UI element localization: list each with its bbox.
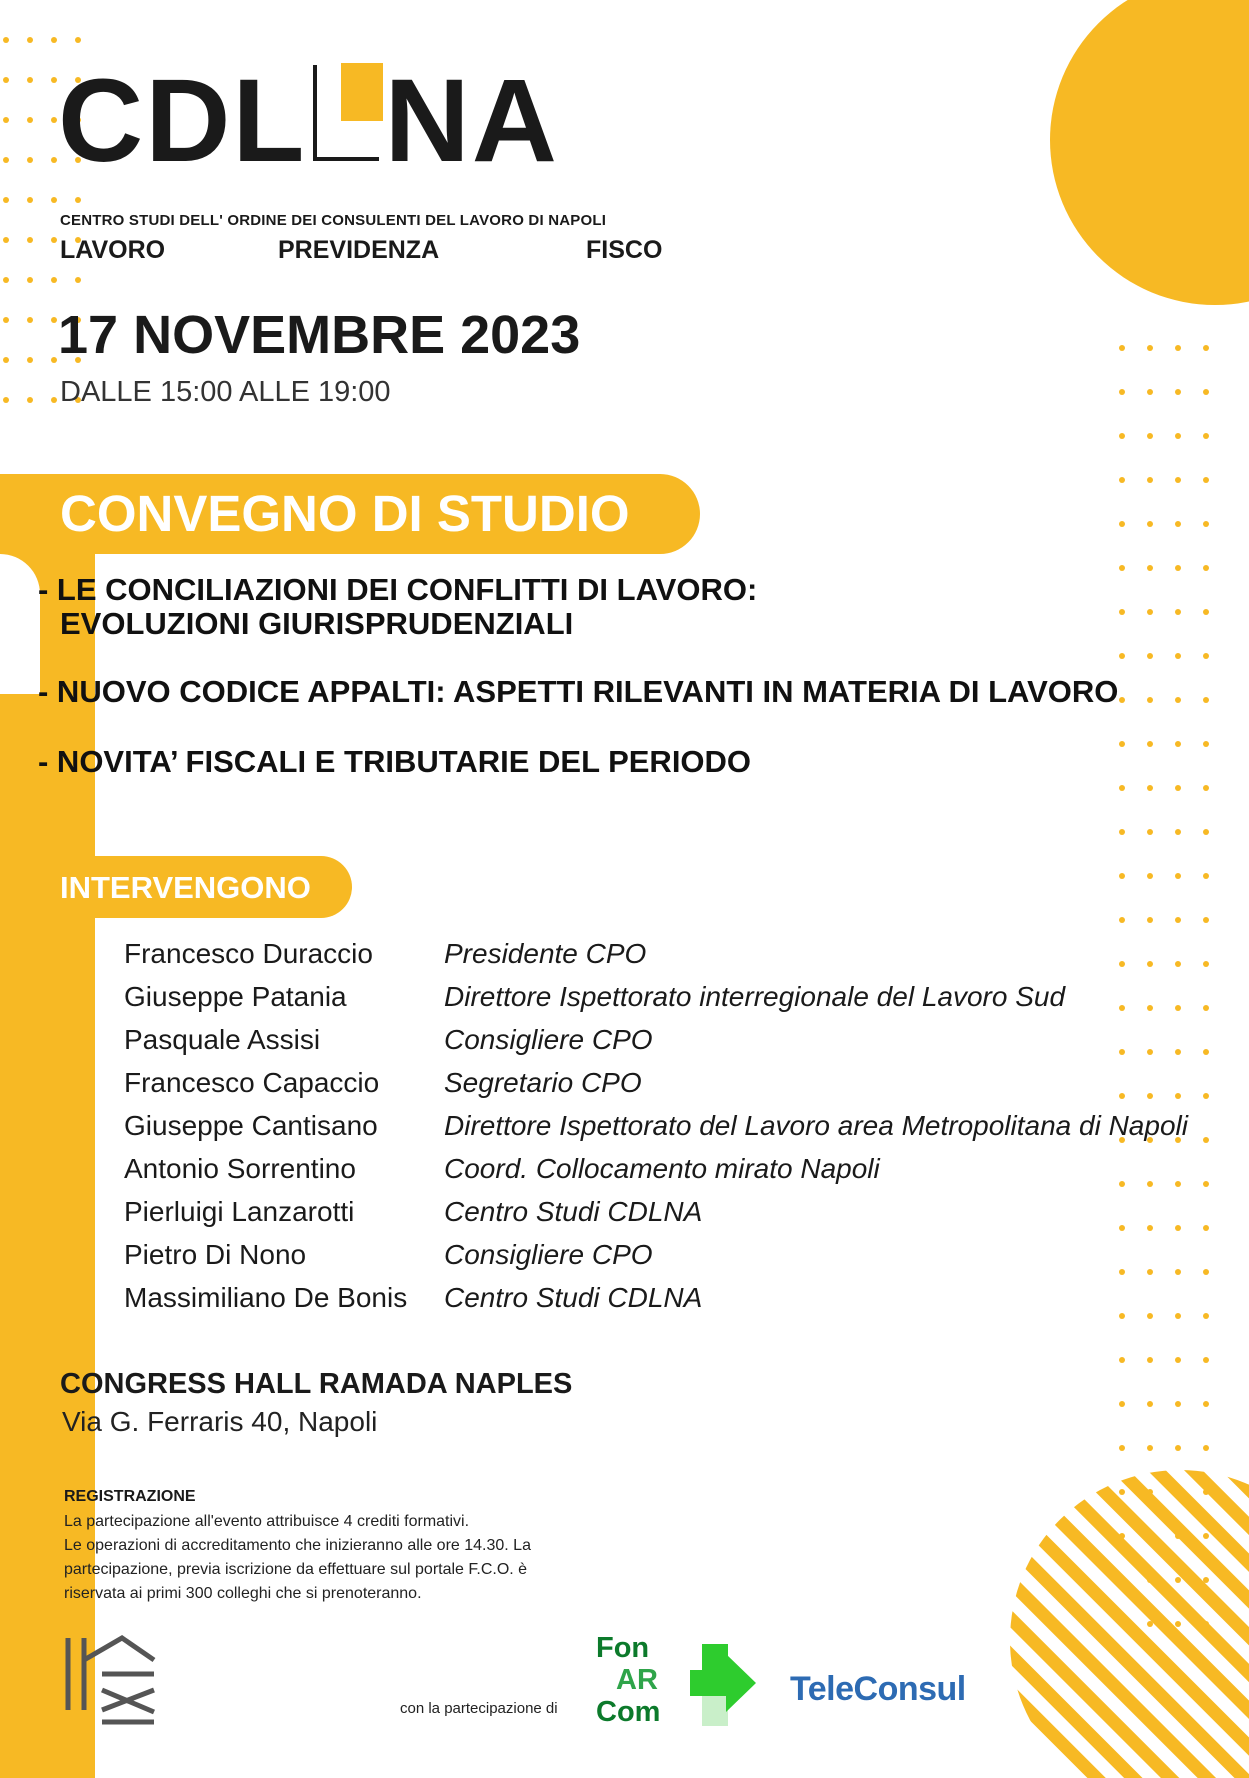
decorative-dot xyxy=(1119,829,1125,835)
decorative-dot xyxy=(1203,565,1209,571)
tag-lavoro: LAVORO xyxy=(60,236,166,264)
speaker-name: Giuseppe Patania xyxy=(124,981,347,1012)
decorative-dot xyxy=(1119,1181,1125,1187)
decorative-dot xyxy=(51,237,57,243)
decorative-dot xyxy=(1175,1005,1181,1011)
decorative-dot xyxy=(1175,433,1181,439)
decorative-dot xyxy=(51,77,57,83)
decorative-dot xyxy=(1203,653,1209,659)
decorative-dot xyxy=(27,317,33,323)
decorative-dot xyxy=(1175,785,1181,791)
logo-text-right: NA xyxy=(384,55,559,187)
decorative-dot xyxy=(3,237,9,243)
fonarcom-line-3: Com xyxy=(596,1696,661,1728)
speaker-name: Francesco Duraccio xyxy=(124,938,373,969)
decorative-dot xyxy=(1203,609,1209,615)
decorative-dot xyxy=(27,37,33,43)
decorative-dot xyxy=(1119,873,1125,879)
decorative-dot xyxy=(1203,873,1209,879)
decorative-dot xyxy=(1175,345,1181,351)
decorative-dot xyxy=(1119,653,1125,659)
decorative-dot xyxy=(3,277,9,283)
decorative-dot xyxy=(27,117,33,123)
speakers-heading: INTERVENGONO xyxy=(60,870,311,905)
logo-subtitle: CENTRO STUDI DELL' ORDINE DEI CONSULENTI DEL LAVORO DI NAPOLI xyxy=(60,212,607,229)
decorative-dot xyxy=(1119,1049,1125,1055)
decorative-dot xyxy=(1147,653,1153,659)
speaker-role: Segretario CPO xyxy=(444,1067,642,1098)
event-type: CONVEGNO DI STUDIO xyxy=(60,485,630,542)
decorative-dot xyxy=(3,317,9,323)
decorative-dot xyxy=(1119,565,1125,571)
sponsors-note: con la partecipazione di xyxy=(400,1700,558,1717)
speaker-name: Pietro Di Nono xyxy=(124,1239,307,1270)
decorative-dot xyxy=(1147,345,1153,351)
tag-fisco: FISCO xyxy=(586,236,663,264)
decorative-dot xyxy=(1147,917,1153,923)
decorative-dot xyxy=(1147,873,1153,879)
decorative-dot xyxy=(1203,1445,1209,1451)
decorative-dot xyxy=(1203,1269,1209,1275)
tag-previdenza: PREVIDENZA xyxy=(278,236,440,264)
fonarcom-line-1: Fon xyxy=(596,1632,650,1664)
decorative-dot xyxy=(1203,1401,1209,1407)
decorative-dot xyxy=(1119,785,1125,791)
decorative-dot xyxy=(1203,917,1209,923)
decorative-dot xyxy=(1147,389,1153,395)
cdlna-logo xyxy=(58,55,559,187)
decorative-dot xyxy=(75,197,81,203)
decorative-dot xyxy=(1175,389,1181,395)
decorative-dot xyxy=(1147,829,1153,835)
decorative-dot xyxy=(1119,1313,1125,1319)
decorative-dot xyxy=(1147,1445,1153,1451)
decorative-dot xyxy=(1147,1269,1153,1275)
decorative-dot xyxy=(1147,785,1153,791)
decorative-dot xyxy=(27,157,33,163)
decorative-dot xyxy=(1119,1225,1125,1231)
decorative-dot xyxy=(1203,389,1209,395)
decorative-dot xyxy=(1119,1445,1125,1451)
decorative-dot xyxy=(51,117,57,123)
decorative-dot xyxy=(1147,565,1153,571)
logo-text-left: CDL xyxy=(58,55,307,187)
speaker-role: Consigliere CPO xyxy=(444,1024,653,1055)
speaker-name: Antonio Sorrentino xyxy=(124,1153,356,1184)
decorative-dot xyxy=(1203,1049,1209,1055)
decorative-dot xyxy=(1119,609,1125,615)
decorative-dot xyxy=(1147,697,1153,703)
decorative-dot xyxy=(75,37,81,43)
decorative-dot xyxy=(3,117,9,123)
speaker-name: Pasquale Assisi xyxy=(124,1024,321,1055)
decorative-dot xyxy=(1119,1357,1125,1363)
decorative-dot xyxy=(27,277,33,283)
decorative-dot xyxy=(51,397,57,403)
decorative-dot xyxy=(1147,477,1153,483)
fonarcom-line-2: AR xyxy=(616,1664,658,1696)
decorative-dot xyxy=(1203,1137,1209,1143)
decorative-dot xyxy=(1175,1225,1181,1231)
decorative-dot xyxy=(1175,609,1181,615)
decorative-dot xyxy=(1175,873,1181,879)
registration-title: REGISTRAZIONE xyxy=(64,1488,196,1505)
decorative-dot xyxy=(1203,1181,1209,1187)
decorative-dot xyxy=(1203,1093,1209,1099)
decorative-dot xyxy=(51,157,57,163)
decorative-dot xyxy=(1203,785,1209,791)
decorative-dot xyxy=(1175,697,1181,703)
decorative-dot xyxy=(1119,917,1125,923)
decorative-dot xyxy=(1147,1181,1153,1187)
fonarcom-logo xyxy=(596,1632,660,1728)
decorative-dot xyxy=(1203,345,1209,351)
decorative-dot xyxy=(1203,1357,1209,1363)
decorative-dot xyxy=(1175,1313,1181,1319)
decorative-dot xyxy=(1119,389,1125,395)
decorative-dot xyxy=(1175,1093,1181,1099)
decorative-dot xyxy=(1147,433,1153,439)
decorative-dot xyxy=(1175,829,1181,835)
decorative-dot xyxy=(1147,1357,1153,1363)
decorative-dot xyxy=(1147,1401,1153,1407)
decorative-dot xyxy=(1175,1445,1181,1451)
decorative-dot xyxy=(1119,741,1125,747)
topic-1-continued: EVOLUZIONI GIURISPRUDENZIALI xyxy=(60,606,574,641)
decorative-dot xyxy=(1175,521,1181,527)
decorative-dot xyxy=(1203,1225,1209,1231)
decorative-dot xyxy=(3,357,9,363)
decorative-dot xyxy=(27,197,33,203)
event-hours: DALLE 15:00 ALLE 19:00 xyxy=(60,376,391,408)
topic-1: - LE CONCILIAZIONI DEI CONFLITTI DI LAVORO: xyxy=(38,572,758,607)
decorative-dot xyxy=(1175,565,1181,571)
decorative-dot xyxy=(1119,433,1125,439)
venue-address: Via G. Ferraris 40, Napoli xyxy=(62,1406,378,1437)
decorative-dot xyxy=(51,317,57,323)
decorative-dot xyxy=(1119,1269,1125,1275)
speaker-role: Centro Studi CDLNA xyxy=(444,1282,703,1313)
venue-name: CONGRESS HALL RAMADA NAPLES xyxy=(60,1368,573,1400)
decorative-dot xyxy=(1119,345,1125,351)
speaker-role: Direttore Ispettorato interregionale del Lavoro Sud xyxy=(444,981,1066,1012)
logo-mark-icon xyxy=(313,65,379,161)
fonarcom-arrow-icon xyxy=(690,1640,760,1730)
decorative-circle-top xyxy=(1040,0,1249,320)
decorative-dot xyxy=(1119,697,1125,703)
decorative-dot xyxy=(1175,477,1181,483)
decorative-dot xyxy=(1175,1049,1181,1055)
topic-3: - NOVITA’ FISCALI E TRIBUTARIE DEL PERIODO xyxy=(38,744,752,779)
decorative-dot xyxy=(1147,609,1153,615)
decorative-dot xyxy=(1175,1357,1181,1363)
event-date: 17 NOVEMBRE 2023 xyxy=(58,305,581,365)
event-type-banner xyxy=(0,474,700,554)
decorative-dot xyxy=(3,397,9,403)
emblem-logo-icon xyxy=(62,1630,172,1730)
decorative-dot xyxy=(27,77,33,83)
decorative-dot xyxy=(1175,961,1181,967)
decorative-dot xyxy=(1203,1313,1209,1319)
decorative-dot xyxy=(1175,741,1181,747)
registration-line: partecipazione, previa iscrizione da effettuare sul portale F.C.O. è xyxy=(64,1561,528,1578)
decorative-dot xyxy=(1119,1005,1125,1011)
decorative-dot xyxy=(27,237,33,243)
decorative-dot xyxy=(1119,477,1125,483)
registration-line: Le operazioni di accreditamento che inizieranno alle ore 14.30. La xyxy=(64,1537,531,1554)
decorative-dot xyxy=(1147,1225,1153,1231)
speaker-name: Francesco Capaccio xyxy=(124,1067,380,1098)
decorative-dot xyxy=(1119,1401,1125,1407)
decorative-dot xyxy=(27,397,33,403)
accent-notch xyxy=(0,554,40,694)
decorative-dot xyxy=(1203,521,1209,527)
speaker-name: Pierluigi Lanzarotti xyxy=(124,1196,355,1227)
speaker-role: Centro Studi CDLNA xyxy=(444,1196,703,1227)
decorative-dot xyxy=(51,357,57,363)
decorative-dot xyxy=(1203,829,1209,835)
speaker-role: Consigliere CPO xyxy=(444,1239,653,1270)
decorative-dot xyxy=(1203,741,1209,747)
speaker-role: Coord. Collocamento mirato Napoli xyxy=(444,1153,880,1184)
registration-line: riservata ai primi 300 colleghi che si prenoteranno. xyxy=(64,1585,422,1602)
decorative-dot xyxy=(3,157,9,163)
decorative-dot xyxy=(1119,521,1125,527)
decorative-dot xyxy=(1175,917,1181,923)
decorative-striped-circle xyxy=(1000,1470,1249,1778)
decorative-dot xyxy=(1175,653,1181,659)
decorative-dot xyxy=(1175,1181,1181,1187)
decorative-dot xyxy=(3,37,9,43)
decorative-dot xyxy=(1203,433,1209,439)
decorative-dot xyxy=(1203,477,1209,483)
speaker-name: Giuseppe Cantisano xyxy=(124,1110,378,1141)
decorative-dot xyxy=(1203,697,1209,703)
decorative-dot xyxy=(1147,1005,1153,1011)
decorative-dot xyxy=(27,357,33,363)
speaker-role: Presidente CPO xyxy=(444,938,647,969)
registration-line: La partecipazione all'evento attribuisce 4 crediti formativi. xyxy=(64,1513,470,1530)
decorative-dot xyxy=(1147,521,1153,527)
decorative-dot xyxy=(1119,1093,1125,1099)
decorative-dot xyxy=(51,197,57,203)
speakers-heading-banner xyxy=(0,856,352,918)
speaker-role: Direttore Ispettorato del Lavoro area Metropolitana di Napoli xyxy=(444,1110,1188,1141)
decorative-dot xyxy=(1147,1313,1153,1319)
decorative-dot xyxy=(1203,961,1209,967)
decorative-dot xyxy=(1175,1401,1181,1407)
registration-text xyxy=(64,1510,624,1606)
decorative-dot xyxy=(51,37,57,43)
decorative-dot xyxy=(1147,961,1153,967)
speaker-name: Massimiliano De Bonis xyxy=(124,1282,408,1313)
topic-2: - NUOVO CODICE APPALTI: ASPETTI RILEVANTI IN MATERIA DI LAVORO xyxy=(38,674,1119,709)
decorative-dot xyxy=(1147,741,1153,747)
decorative-dot xyxy=(1147,1093,1153,1099)
teleconsul-logo: TeleConsul xyxy=(790,1670,966,1708)
decorative-dot xyxy=(1147,1049,1153,1055)
decorative-dot xyxy=(1203,1005,1209,1011)
decorative-dot xyxy=(1119,961,1125,967)
decorative-dot xyxy=(3,77,9,83)
decorative-dot xyxy=(51,277,57,283)
decorative-dot xyxy=(3,197,9,203)
decorative-dot xyxy=(75,277,81,283)
decorative-dot xyxy=(1175,1269,1181,1275)
